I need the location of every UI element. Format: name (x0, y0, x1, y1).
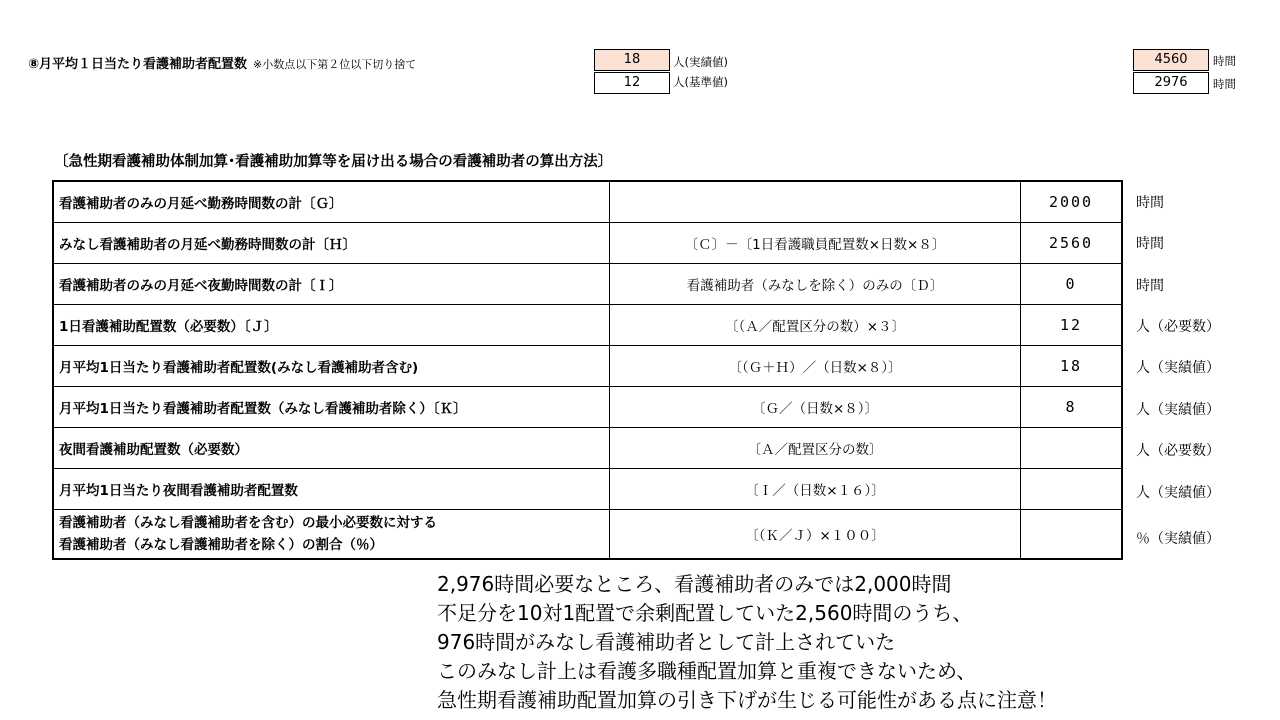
required-hours-value: 2976 (1133, 72, 1209, 94)
row-unit: 人（実績値） (1136, 360, 1220, 376)
row-formula (610, 181, 1021, 223)
comment-line: 976時間がみなし看護補助者として計上されていた (437, 630, 896, 654)
row-label: 月平均1日当たり看護補助者配置数（みなし看護補助者除く）〔Ｋ〕 (53, 387, 610, 428)
row-unit: 人（必要数） (1136, 319, 1220, 335)
comment-line: 2,976時間必要なところ、看護補助者のみでは2,000時間 (437, 572, 952, 596)
section-heading: 〔急性期看護補助体制加算･看護補助加算等を届け出る場合の看護補助者の算出方法〕 (54, 154, 613, 170)
comment-line: 不足分を10対1配置で余剰配置していた2,560時間のうち、 (437, 601, 973, 625)
table-row (53, 305, 1122, 346)
row-label: 夜間看護補助配置数（必要数） (53, 428, 610, 469)
row-formula: 〔（Ｇ＋Ｈ）／（日数×８）〕 (610, 346, 1021, 387)
comment-line: 急性期看護補助配置加算の引き下げが生じる可能性がある点に注意！ (437, 688, 1057, 712)
row-label-line: 看護補助者（みなし看護補助者を除く）の割合（％） (59, 537, 383, 553)
row-label (53, 510, 610, 560)
header-title-text: ⑧月平均１日当たり看護補助者配置数 (28, 57, 248, 72)
row-label: 看護補助者のみの月延べ夜勤時間数の計〔Ｉ〕 (53, 264, 610, 305)
row-value: 0 (1021, 264, 1123, 305)
table-row (53, 181, 1122, 223)
row-formula: 〔Ｃ〕－〔1日看護職員配置数×日数×８〕 (610, 223, 1021, 264)
row-label: 月平均1日当たり夜間看護補助者配置数 (53, 469, 610, 510)
row-label: 看護補助者のみの月延べ勤務時間数の計〔Ｇ〕 (53, 181, 610, 223)
row-unit: 人（実績値） (1136, 402, 1220, 418)
table-row (53, 223, 1122, 264)
row-label: みなし看護補助者の月延べ勤務時間数の計〔Ｈ〕 (53, 223, 610, 264)
table-row (53, 469, 1122, 510)
row-unit: ％（実績値） (1136, 531, 1220, 547)
row-unit: 時間 (1136, 195, 1164, 211)
row-unit: 人（必要数） (1136, 443, 1220, 459)
table-row (53, 510, 1122, 560)
table-row (53, 387, 1122, 428)
row-value: 2000 (1021, 181, 1123, 223)
comment-line: このみなし計上は看護多職種配置加算と重複できないため、 (437, 659, 977, 683)
standard-staff-unit: 人(基準値) (673, 75, 728, 89)
row-value: 8 (1021, 387, 1123, 428)
row-unit: 時間 (1136, 236, 1164, 252)
calculation-table (52, 180, 1123, 560)
table-row (53, 346, 1122, 387)
row-value (1021, 428, 1123, 469)
row-formula: 〔（Ｋ／Ｊ）×１００〕 (610, 510, 1021, 560)
row-formula: 看護補助者（みなしを除く）のみの〔Ｄ〕 (610, 264, 1021, 305)
standard-staff-value: 12 (594, 72, 670, 94)
actual-hours-unit: 時間 (1213, 54, 1236, 68)
table-row (53, 264, 1122, 305)
row-formula: 〔Ｇ／（日数×８）〕 (610, 387, 1021, 428)
row-unit: 時間 (1136, 278, 1164, 294)
header-note: ※小数点以下第２位以下切り捨て (253, 58, 417, 71)
row-formula: 〔Ｉ／（日数×１６）〕 (610, 469, 1021, 510)
comment-block (437, 570, 1057, 715)
row-label: 月平均1日当たり看護補助者配置数(みなし看護補助者含む) (53, 346, 610, 387)
row-formula: 〔（Ａ／配置区分の数）×３〕 (610, 305, 1021, 346)
row-label-line: 看護補助者（みなし看護補助者を含む）の最小必要数に対する (59, 515, 437, 531)
row-formula: 〔Ａ／配置区分の数〕 (610, 428, 1021, 469)
actual-hours-value: 4560 (1133, 49, 1209, 71)
table-row (53, 428, 1122, 469)
row-value: 18 (1021, 346, 1123, 387)
actual-staff-unit: 人(実績値) (673, 55, 728, 69)
row-label: 1日看護補助配置数（必要数）〔Ｊ〕 (53, 305, 610, 346)
row-value: 2560 (1021, 223, 1123, 264)
row-unit: 人（実績値） (1136, 485, 1220, 501)
required-hours-unit: 時間 (1213, 77, 1236, 91)
row-value: 12 (1021, 305, 1123, 346)
actual-staff-value: 18 (594, 49, 670, 71)
row-value (1021, 469, 1123, 510)
header-title (28, 53, 416, 72)
row-value (1021, 510, 1123, 560)
